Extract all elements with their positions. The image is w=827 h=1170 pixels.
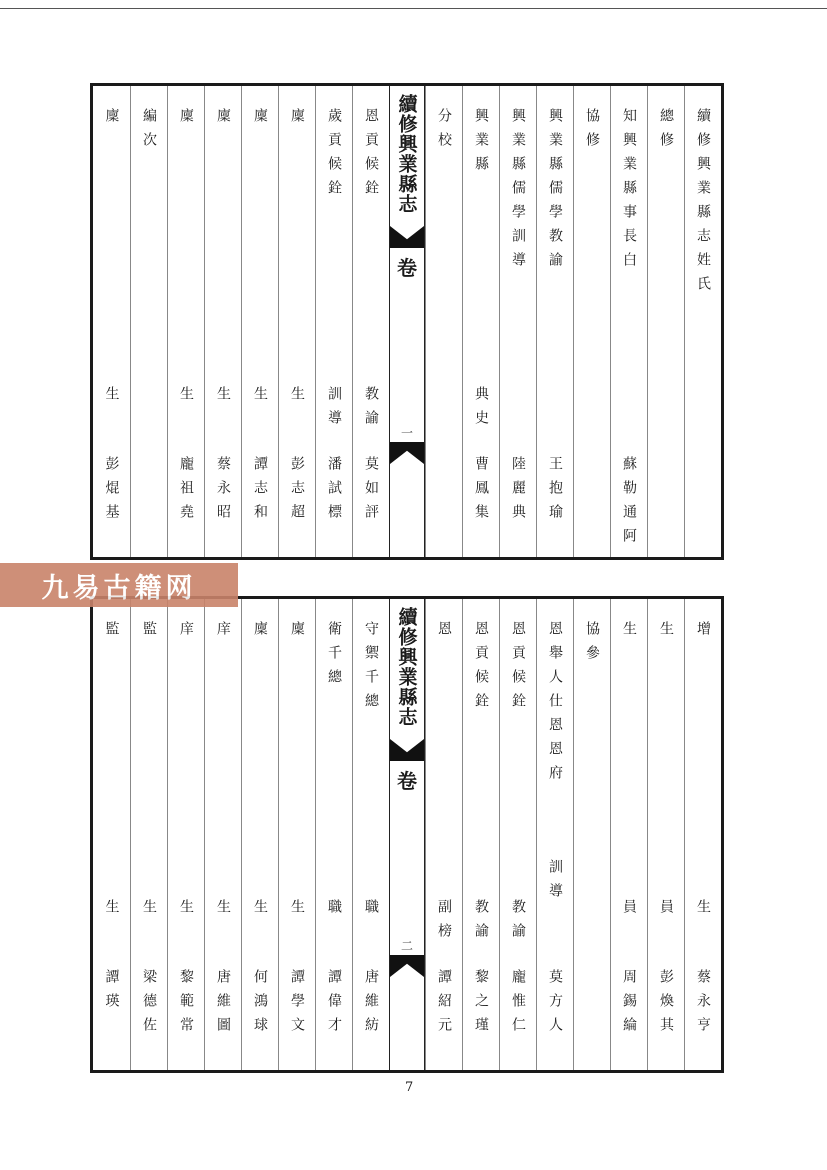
column-head-text: 續修興業縣志姓氏 <box>695 108 711 300</box>
column-tail-text: 譚志和 <box>252 456 268 528</box>
text-column <box>130 599 167 1070</box>
column-mid-text: 生 <box>289 386 305 410</box>
column-head-text: 廩 <box>252 621 268 645</box>
column-head-text: 廩 <box>178 108 194 132</box>
column-mid-text: 教諭 <box>363 386 379 434</box>
column-mid-text: 生 <box>252 899 268 923</box>
column-head-text: 守禦千總 <box>363 621 379 717</box>
column-tail-text: 曹鳳集 <box>473 456 489 528</box>
column-head-text: 廩 <box>103 108 120 132</box>
text-column <box>241 86 278 557</box>
column-head-text: 知興業縣事長白 <box>621 108 637 276</box>
column-tail-text: 莫如評 <box>363 456 379 528</box>
column-head-text: 庠 <box>215 621 231 645</box>
column-head-text: 協參 <box>584 621 600 669</box>
column-tail-text: 黎之瑾 <box>473 969 489 1041</box>
text-column <box>499 86 536 557</box>
spine-leaf-number: 二 <box>400 939 414 953</box>
text-column <box>352 599 389 1070</box>
text-column <box>352 86 389 557</box>
text-column <box>315 86 352 557</box>
spine-title: 續修興業縣志 <box>395 607 418 727</box>
column-head-text: 興業縣 <box>473 108 489 180</box>
column-mid-text: 副榜 <box>436 899 452 947</box>
column-head-text: 協修 <box>584 108 600 156</box>
text-column <box>93 86 130 557</box>
text-column <box>684 86 721 557</box>
column-mid-text: 生 <box>103 899 120 923</box>
column-head-text: 分校 <box>436 108 452 156</box>
text-column <box>425 86 462 557</box>
column-tail-text: 蔡永亨 <box>695 969 711 1041</box>
spine-juan-label: 卷 <box>397 769 417 793</box>
column-head-text: 監 <box>141 621 157 645</box>
column-head-text: 編次 <box>141 108 157 156</box>
column-mid-text: 員 <box>658 899 674 923</box>
column-mid-text: 訓導 <box>547 859 563 907</box>
column-tail-text: 譚學文 <box>289 969 305 1041</box>
column-tail-text: 唐維圖 <box>215 969 231 1041</box>
text-column <box>573 599 610 1070</box>
column-head-text: 恩舉人仕恩恩府 <box>547 621 563 789</box>
column-mid-text: 生 <box>178 386 194 410</box>
column-mid-text: 職 <box>326 899 342 923</box>
column-tail-text: 蔡永昭 <box>215 456 231 528</box>
text-column <box>167 599 204 1070</box>
column-tail-text: 譚瑛 <box>103 969 120 1017</box>
column-mid-text: 職 <box>363 899 379 923</box>
watermark-banner <box>0 563 238 607</box>
column-tail-text: 黎範常 <box>178 969 194 1041</box>
text-column <box>130 86 167 557</box>
column-tail-text: 龐祖堯 <box>178 456 194 528</box>
column-mid-text: 生 <box>141 899 157 923</box>
text-column <box>684 599 721 1070</box>
spine-juan-label: 卷 <box>397 256 417 280</box>
text-column <box>425 599 462 1070</box>
column-head-text: 恩 <box>436 621 452 645</box>
text-column <box>204 86 241 557</box>
text-column <box>610 599 647 1070</box>
fish-tail-mark-lower <box>390 442 424 464</box>
text-column <box>241 599 278 1070</box>
page-number: 7 <box>405 1080 414 1095</box>
text-column <box>647 599 684 1070</box>
spine-title: 續修興業縣志 <box>395 94 418 214</box>
column-tail-text: 王抱瑜 <box>547 456 563 528</box>
column-mid-text: 員 <box>621 899 637 923</box>
spine-leaf-number: 一 <box>400 426 414 440</box>
column-head-text: 歲貢候銓 <box>326 108 342 204</box>
text-column <box>573 86 610 557</box>
fish-tail-mark-lower <box>390 955 424 977</box>
column-head-text: 恩貢候銓 <box>363 108 379 204</box>
column-tail-text: 譚偉才 <box>326 969 342 1041</box>
top-rule <box>0 8 827 9</box>
text-column <box>499 599 536 1070</box>
column-tail-text: 彭志超 <box>289 456 305 528</box>
column-mid-text: 生 <box>695 899 711 923</box>
column-head-text: 生 <box>658 621 674 645</box>
column-mid-text: 生 <box>103 386 120 410</box>
fish-tail-mark-upper <box>390 739 424 761</box>
text-column <box>462 86 499 557</box>
text-column <box>610 86 647 557</box>
text-column <box>204 599 241 1070</box>
text-column <box>536 86 573 557</box>
column-head-text: 恩貢候銓 <box>473 621 489 717</box>
column-mid-text: 生 <box>215 899 231 923</box>
column-tail-text: 唐維紡 <box>363 969 379 1041</box>
text-column <box>93 599 130 1070</box>
column-head-text: 興業縣儒學訓導 <box>510 108 526 276</box>
text-column <box>278 86 315 557</box>
column-head-text: 衛千總 <box>326 621 342 693</box>
column-head-text: 監 <box>103 621 120 645</box>
fish-tail-mark-upper <box>390 226 424 248</box>
text-column <box>462 599 499 1070</box>
column-mid-text: 生 <box>289 899 305 923</box>
column-tail-text: 陸麗典 <box>510 456 526 528</box>
column-head-text: 廩 <box>252 108 268 132</box>
text-column <box>167 86 204 557</box>
column-head-text: 廩 <box>289 621 305 645</box>
column-tail-text: 何鴻球 <box>252 969 268 1041</box>
text-column <box>536 599 573 1070</box>
book-spine <box>389 86 425 557</box>
column-tail-text: 蘇勒通阿 <box>621 456 637 552</box>
column-mid-text: 生 <box>215 386 231 410</box>
column-mid-text: 教諭 <box>510 899 526 947</box>
column-tail-text: 譚紹元 <box>436 969 452 1041</box>
column-mid-text: 教諭 <box>473 899 489 947</box>
column-head-text: 增 <box>695 621 711 645</box>
column-head-text: 恩貢候銓 <box>510 621 526 717</box>
column-tail-text: 彭煥其 <box>658 969 674 1041</box>
bottom-page-panel <box>90 596 724 1073</box>
book-spine <box>389 599 425 1070</box>
column-tail-text: 莫方人 <box>547 969 563 1041</box>
column-tail-text: 梁德佐 <box>141 969 157 1041</box>
column-tail-text: 潘試標 <box>326 456 342 528</box>
column-mid-text: 訓導 <box>326 386 342 434</box>
watermark-text: 九易古籍网 <box>41 572 197 604</box>
column-head-text: 生 <box>621 621 637 645</box>
text-column <box>278 599 315 1070</box>
column-tail-text: 龐惟仁 <box>510 969 526 1041</box>
text-column <box>315 599 352 1070</box>
column-tail-text: 彭焜基 <box>103 456 120 528</box>
column-tail-text: 周錫綸 <box>621 969 637 1041</box>
column-head-text: 廩 <box>215 108 231 132</box>
column-mid-text: 生 <box>178 899 194 923</box>
column-head-text: 庠 <box>178 621 194 645</box>
column-head-text: 總修 <box>658 108 674 156</box>
top-page-panel <box>90 83 724 560</box>
column-head-text: 興業縣儒學教諭 <box>547 108 563 276</box>
column-mid-text: 典史 <box>473 386 489 434</box>
text-column <box>647 86 684 557</box>
column-mid-text: 生 <box>252 386 268 410</box>
column-head-text: 廩 <box>289 108 305 132</box>
